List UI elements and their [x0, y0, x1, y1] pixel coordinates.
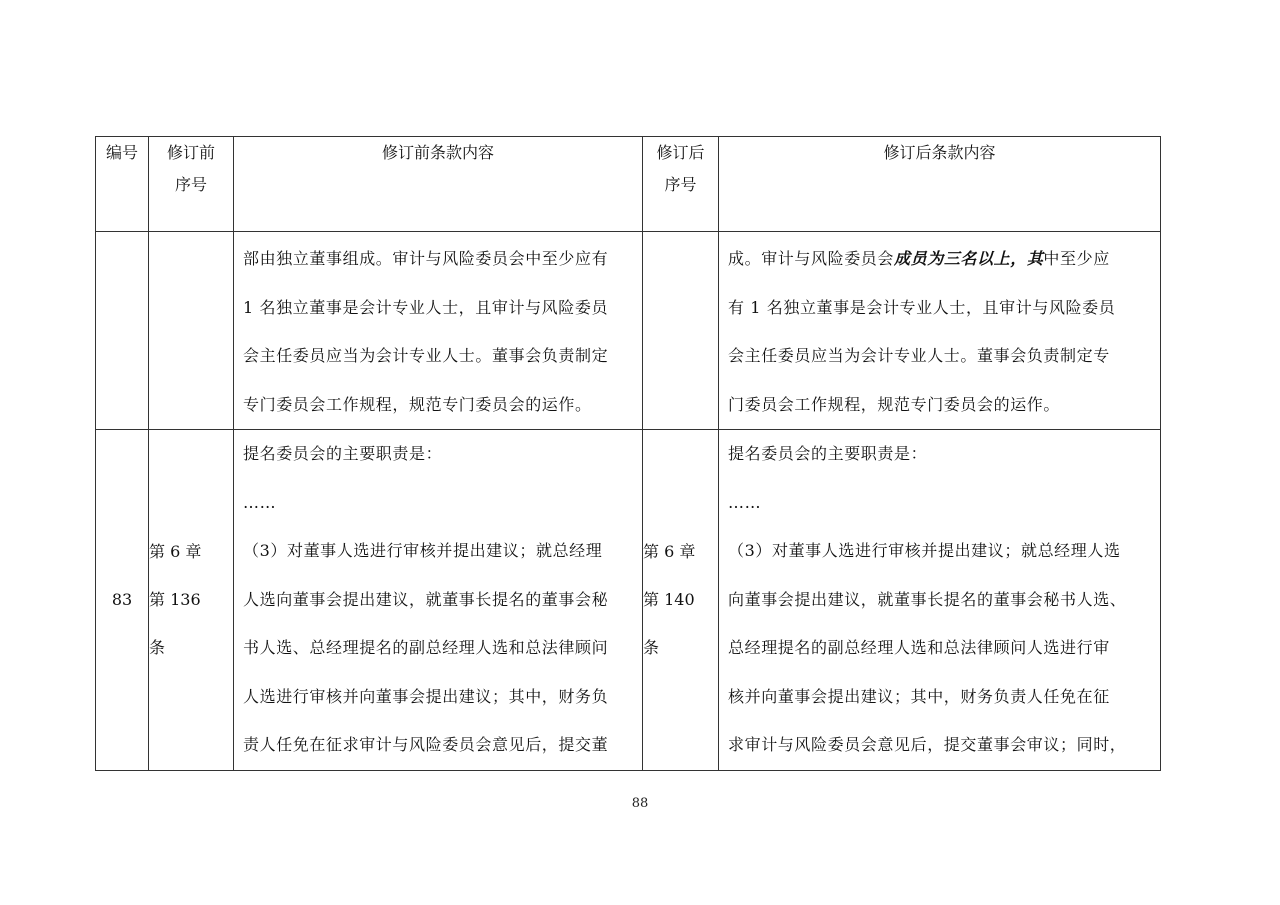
table-header-row	[96, 137, 1161, 232]
row2-after-seq-cell: 第 6 章 第 140 条	[643, 430, 719, 771]
row2-before-content-cell	[234, 430, 643, 771]
text-line: （3）对董事人选进行审核并提出建议；就总经理人选	[728, 541, 1121, 560]
header-before-content: 修订前条款内容	[234, 137, 643, 232]
header-before-seq: 修订前 序号	[149, 137, 234, 232]
page-number: 88	[631, 796, 649, 811]
text-line: 会主任委员应当为会计专业人士。董事会负责制定	[243, 346, 609, 365]
table-row	[96, 232, 1161, 430]
text-line: 向董事会提出建议，就董事长提名的董事会秘书人选、	[728, 589, 1127, 609]
row2-before-seq-cell: 第 6 章 第 136 条	[149, 430, 234, 771]
text-line: 专门委员会工作规程，规范专门委员会的运作。	[243, 394, 592, 414]
row2-number-cell: 83	[96, 430, 149, 771]
text-line: 部由独立董事组成。审计与风险委员会中至少应有	[243, 249, 609, 268]
header-after-seq: 修订后 序号	[643, 137, 719, 232]
text-line: ……	[728, 492, 762, 512]
text-line: 总经理提名的副总经理人选和总法律顾问人选进行审	[728, 638, 1110, 657]
text-line: 书人选、总经理提名的副总经理人选和总法律顾问	[243, 638, 609, 657]
revision-comparison-table	[95, 136, 1161, 771]
text-line: 会主任委员应当为会计专业人士。董事会负责制定专	[728, 346, 1110, 365]
text-line: （3）对董事人选进行审核并提出建议；就总经理	[243, 541, 603, 560]
row1-number-cell	[96, 232, 149, 430]
text-line: 有 1 名独立董事是会计专业人士，且审计与风险委员	[728, 297, 1116, 317]
text-line: 求审计与风险委员会意见后，提交董事会审议；同时，	[728, 735, 1127, 754]
text-line: 责人任免在征求审计与风险委员会意见后，提交董	[243, 735, 609, 754]
text-line: 1 名独立董事是会计专业人士，且审计与风险委员	[243, 297, 609, 317]
header-after-content: 修订后条款内容	[719, 137, 1161, 232]
amended-emphasis-text: 成员为三名以上，其	[894, 249, 1044, 268]
text-line: ……	[243, 492, 277, 512]
text-line: 核并向董事会提出建议；其中，财务负责人任免在征	[728, 686, 1110, 706]
header-number: 编号	[96, 137, 149, 232]
row2-after-content-cell	[719, 430, 1161, 771]
text-line: 人选向董事会提出建议，就董事长提名的董事会秘	[243, 589, 609, 609]
row1-after-content-cell	[719, 232, 1161, 430]
row1-before-content-cell	[234, 232, 643, 430]
row1-before-seq-cell	[149, 232, 234, 430]
text-line: 成。审计与风险委员会成员为三名以上，其中至少应	[728, 249, 1110, 268]
table-row	[96, 430, 1161, 771]
row1-after-seq-cell	[643, 232, 719, 430]
text-line: 门委员会工作规程，规范专门委员会的运作。	[728, 394, 1061, 414]
text-line: 提名委员会的主要职责是：	[728, 444, 928, 463]
text-line: 人选进行审核并向董事会提出建议；其中，财务负	[243, 686, 609, 706]
text-line: 提名委员会的主要职责是：	[243, 444, 443, 463]
